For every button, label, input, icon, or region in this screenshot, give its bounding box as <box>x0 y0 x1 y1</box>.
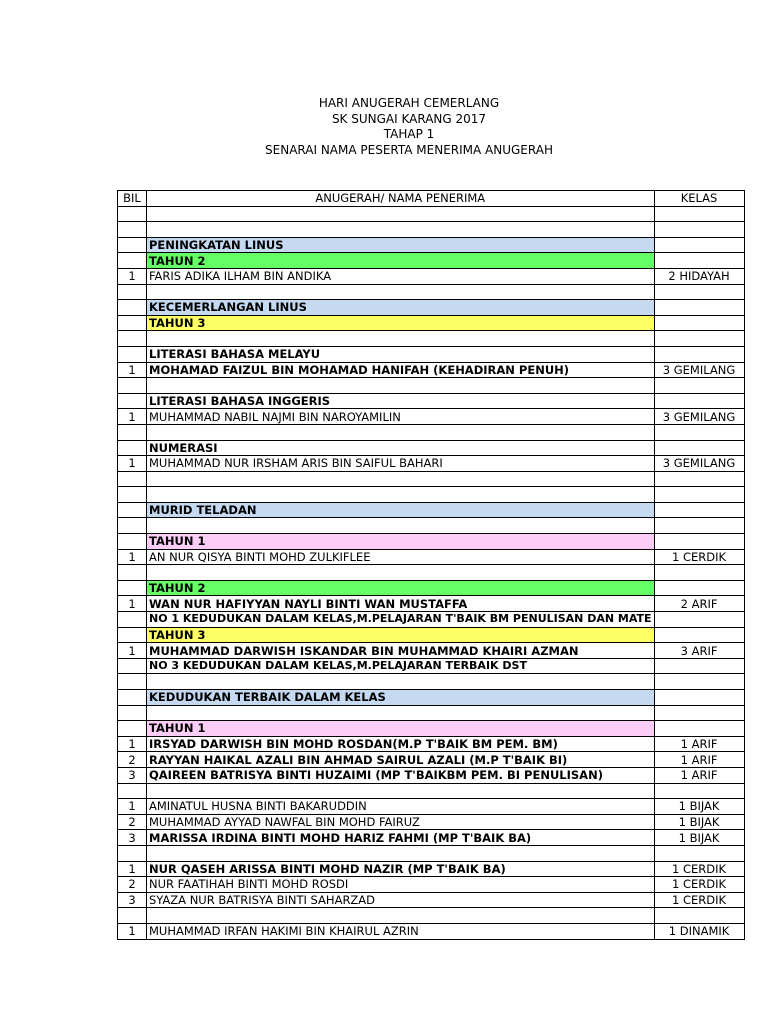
table-row <box>118 300 745 316</box>
nama-cell <box>147 284 655 300</box>
bil-cell <box>118 674 147 690</box>
table-row <box>118 877 745 893</box>
title-line: TAHAP 1 <box>383 127 435 141</box>
nama-cell: NO 3 KEDUDUKAN DALAM KELAS,M.PELAJARAN TERBAIK DST <box>147 658 655 674</box>
kelas-cell <box>654 424 744 440</box>
table-row <box>118 596 745 612</box>
nama-cell <box>147 908 655 924</box>
bil-cell <box>118 518 147 534</box>
kelas-cell <box>654 658 744 674</box>
kelas-cell <box>654 674 744 690</box>
kelas-cell <box>654 627 744 643</box>
kelas-cell: 1 ARIF <box>654 736 744 752</box>
header-bil: BIL <box>118 191 147 207</box>
bil-cell <box>118 393 147 409</box>
bil-cell <box>118 658 147 674</box>
kelas-cell: 1 CERDIK <box>654 892 744 908</box>
bil-cell <box>118 424 147 440</box>
table-row <box>118 315 745 331</box>
bil-cell: 1 <box>118 409 147 425</box>
bil-cell <box>118 284 147 300</box>
nama-cell <box>147 487 655 503</box>
bil-cell: 2 <box>118 752 147 768</box>
table-row <box>118 346 745 362</box>
bil-cell <box>118 471 147 487</box>
nama-cell: KEDUDUKAN TERBAIK DALAM KELAS <box>147 690 655 706</box>
table-row <box>118 206 745 222</box>
nama-cell: NO 1 KEDUDUKAN DALAM KELAS,M.PELAJARAN T'BAIK BM PENULISAN DAN MATE <box>147 612 655 628</box>
nama-cell <box>147 674 655 690</box>
nama-cell <box>147 783 655 799</box>
table-row <box>118 721 745 737</box>
bil-cell: 2 <box>118 814 147 830</box>
nama-cell: LITERASI BAHASA INGGERIS <box>147 393 655 409</box>
table-row <box>118 424 745 440</box>
bil-cell: 1 <box>118 923 147 939</box>
kelas-cell <box>654 378 744 394</box>
nama-cell: MOHAMAD FAIZUL BIN MOHAMAD HANIFAH (KEHADIRAN PENUH) <box>147 362 655 378</box>
table-row <box>118 237 745 253</box>
table-row <box>118 752 745 768</box>
nama-cell: AN NUR QISYA BINTI MOHD ZULKIFLEE <box>147 549 655 565</box>
nama-cell: TAHUN 2 <box>147 580 655 596</box>
kelas-cell <box>654 471 744 487</box>
kelas-cell <box>654 206 744 222</box>
kelas-cell: 3 GEMILANG <box>654 456 744 472</box>
kelas-cell: 1 DINAMIK <box>654 923 744 939</box>
table-row <box>118 814 745 830</box>
table-row <box>118 783 745 799</box>
nama-cell: MARISSA IRDINA BINTI MOHD HARIZ FAHMI (MP T'BAIK BA) <box>147 830 655 846</box>
nama-cell <box>147 518 655 534</box>
kelas-cell <box>654 908 744 924</box>
document-title <box>0 96 768 158</box>
kelas-cell <box>654 237 744 253</box>
bil-cell: 1 <box>118 736 147 752</box>
bil-cell <box>118 612 147 628</box>
table-row <box>118 471 745 487</box>
nama-cell: TAHUN 2 <box>147 253 655 269</box>
nama-cell <box>147 565 655 581</box>
kelas-cell <box>654 502 744 518</box>
kelas-cell: 1 BIJAK <box>654 799 744 815</box>
kelas-cell: 2 HIDAYAH <box>654 268 744 284</box>
kelas-cell <box>654 440 744 456</box>
kelas-cell <box>654 284 744 300</box>
kelas-cell: 1 BIJAK <box>654 830 744 846</box>
nama-cell: NUMERASI <box>147 440 655 456</box>
table-row <box>118 627 745 643</box>
kelas-cell <box>654 393 744 409</box>
bil-cell <box>118 378 147 394</box>
table-row <box>118 861 745 877</box>
table-row <box>118 268 745 284</box>
nama-cell: MURID TELADAN <box>147 502 655 518</box>
table-row <box>118 331 745 347</box>
table-row <box>118 658 745 674</box>
kelas-cell <box>654 331 744 347</box>
table-row <box>118 830 745 846</box>
table-row <box>118 487 745 503</box>
nama-cell: PENINGKATAN LINUS <box>147 237 655 253</box>
nama-cell: LITERASI BAHASA MELAYU <box>147 346 655 362</box>
bil-cell: 1 <box>118 362 147 378</box>
table-row <box>118 440 745 456</box>
nama-cell: FARIS ADIKA ILHAM BIN ANDIKA <box>147 268 655 284</box>
nama-cell <box>147 378 655 394</box>
table-row <box>118 362 745 378</box>
kelas-cell <box>654 346 744 362</box>
kelas-cell: 1 ARIF <box>654 767 744 783</box>
bil-cell <box>118 908 147 924</box>
bil-cell <box>118 315 147 331</box>
bil-cell <box>118 440 147 456</box>
table-row <box>118 253 745 269</box>
bil-cell <box>118 783 147 799</box>
bil-cell <box>118 237 147 253</box>
bil-cell: 1 <box>118 268 147 284</box>
kelas-cell: 2 ARIF <box>654 596 744 612</box>
header-kelas: KELAS <box>654 191 744 207</box>
table-row <box>118 222 745 238</box>
title-line: SK SUNGAI KARANG 2017 <box>331 111 487 126</box>
nama-cell: NUR FAATIHAH BINTI MOHD ROSDI <box>147 877 655 893</box>
header-nama: ANUGERAH/ NAMA PENERIMA <box>147 191 655 207</box>
kelas-cell <box>654 705 744 721</box>
table-row <box>118 908 745 924</box>
nama-cell: TAHUN 3 <box>147 315 655 331</box>
table-row <box>118 378 745 394</box>
kelas-cell: 1 CERDIK <box>654 877 744 893</box>
bil-cell <box>118 627 147 643</box>
kelas-cell <box>654 783 744 799</box>
bil-cell <box>118 565 147 581</box>
title-line: HARI ANUGERAH CEMERLANG <box>318 96 500 110</box>
bil-cell <box>118 845 147 861</box>
table-row <box>118 612 745 628</box>
bil-cell: 3 <box>118 892 147 908</box>
nama-cell: NUR QASEH ARISSA BINTI MOHD NAZIR (MP T'BAIK BA) <box>147 861 655 877</box>
bil-cell: 1 <box>118 549 147 565</box>
award-table <box>117 190 745 940</box>
nama-cell <box>147 424 655 440</box>
table-row <box>118 643 745 659</box>
nama-cell: TAHUN 3 <box>147 627 655 643</box>
nama-cell: SYAZA NUR BATRISYA BINTI SAHARZAD <box>147 892 655 908</box>
nama-cell: MUHAMMAD IRFAN HAKIMI BIN KHAIRUL AZRIN <box>147 923 655 939</box>
table-row <box>118 799 745 815</box>
nama-cell: MUHAMMAD AYYAD NAWFAL BIN MOHD FAIRUZ <box>147 814 655 830</box>
table-row <box>118 393 745 409</box>
bil-cell <box>118 253 147 269</box>
table-row <box>118 284 745 300</box>
bil-cell: 3 <box>118 830 147 846</box>
kelas-cell <box>654 487 744 503</box>
table-row <box>118 705 745 721</box>
kelas-cell <box>654 721 744 737</box>
bil-cell <box>118 331 147 347</box>
nama-cell: MUHAMMAD DARWISH ISKANDAR BIN MUHAMMAD KHAIRI AZMAN <box>147 643 655 659</box>
nama-cell: TAHUN 1 <box>147 721 655 737</box>
kelas-cell <box>654 315 744 331</box>
table-row <box>118 502 745 518</box>
kelas-cell: 3 ARIF <box>654 643 744 659</box>
nama-cell <box>147 331 655 347</box>
bil-cell: 1 <box>118 799 147 815</box>
bil-cell: 1 <box>118 861 147 877</box>
nama-cell: WAN NUR HAFIYYAN NAYLI BINTI WAN MUSTAFFA <box>147 596 655 612</box>
bil-cell <box>118 487 147 503</box>
bil-cell <box>118 300 147 316</box>
kelas-cell <box>654 518 744 534</box>
bil-cell: 1 <box>118 643 147 659</box>
table-row <box>118 580 745 596</box>
nama-cell: IRSYAD DARWISH BIN MOHD ROSDAN(M.P T'BAIK BM PEM. BM) <box>147 736 655 752</box>
table-row <box>118 409 745 425</box>
bil-cell <box>118 502 147 518</box>
bil-cell: 1 <box>118 596 147 612</box>
nama-cell <box>147 705 655 721</box>
kelas-cell: 1 BIJAK <box>654 814 744 830</box>
bil-cell: 2 <box>118 877 147 893</box>
table-row <box>118 674 745 690</box>
nama-cell: KECEMERLANGAN LINUS <box>147 300 655 316</box>
table-row <box>118 923 745 939</box>
kelas-cell: 1 ARIF <box>654 752 744 768</box>
table-row <box>118 456 745 472</box>
bil-cell <box>118 534 147 550</box>
table-row <box>118 690 745 706</box>
bil-cell <box>118 222 147 238</box>
title-line: SENARAI NAMA PESERTA MENERIMA ANUGERAH <box>265 142 553 157</box>
kelas-cell <box>654 565 744 581</box>
kelas-cell <box>654 253 744 269</box>
nama-cell <box>147 206 655 222</box>
bil-cell <box>118 705 147 721</box>
nama-cell: RAYYAN HAIKAL AZALI BIN AHMAD SAIRUL AZALI (M.P T'BAIK BI) <box>147 752 655 768</box>
nama-cell <box>147 471 655 487</box>
nama-cell: AMINATUL HUSNA BINTI BAKARUDDIN <box>147 799 655 815</box>
kelas-cell <box>654 534 744 550</box>
nama-cell <box>147 222 655 238</box>
kelas-cell: 1 CERDIK <box>654 549 744 565</box>
bil-cell: 1 <box>118 456 147 472</box>
bil-cell: 3 <box>118 767 147 783</box>
nama-cell: MUHAMMAD NUR IRSHAM ARIS BIN SAIFUL BAHARI <box>147 456 655 472</box>
kelas-cell <box>654 690 744 706</box>
kelas-cell: 3 GEMILANG <box>654 362 744 378</box>
table-row <box>118 845 745 861</box>
table-row <box>118 549 745 565</box>
kelas-cell <box>654 580 744 596</box>
table-row <box>118 534 745 550</box>
table-row <box>118 767 745 783</box>
nama-cell: TAHUN 1 <box>147 534 655 550</box>
table-row <box>118 518 745 534</box>
kelas-cell: 3 GEMILANG <box>654 409 744 425</box>
kelas-cell <box>654 300 744 316</box>
table-header-row <box>118 191 745 207</box>
nama-cell: QAIREEN BATRISYA BINTI HUZAIMI (MP T'BAIKBM PEM. BI PENULISAN) <box>147 767 655 783</box>
table-row <box>118 565 745 581</box>
bil-cell <box>118 580 147 596</box>
kelas-cell: 1 CERDIK <box>654 861 744 877</box>
table-row <box>118 736 745 752</box>
kelas-cell <box>654 845 744 861</box>
nama-cell: MUHAMMAD NABIL NAJMI BIN NAROYAMILIN <box>147 409 655 425</box>
bil-cell <box>118 721 147 737</box>
kelas-cell <box>654 222 744 238</box>
bil-cell <box>118 346 147 362</box>
bil-cell <box>118 690 147 706</box>
nama-cell <box>147 845 655 861</box>
kelas-cell <box>654 612 744 628</box>
table-row <box>118 892 745 908</box>
bil-cell <box>118 206 147 222</box>
